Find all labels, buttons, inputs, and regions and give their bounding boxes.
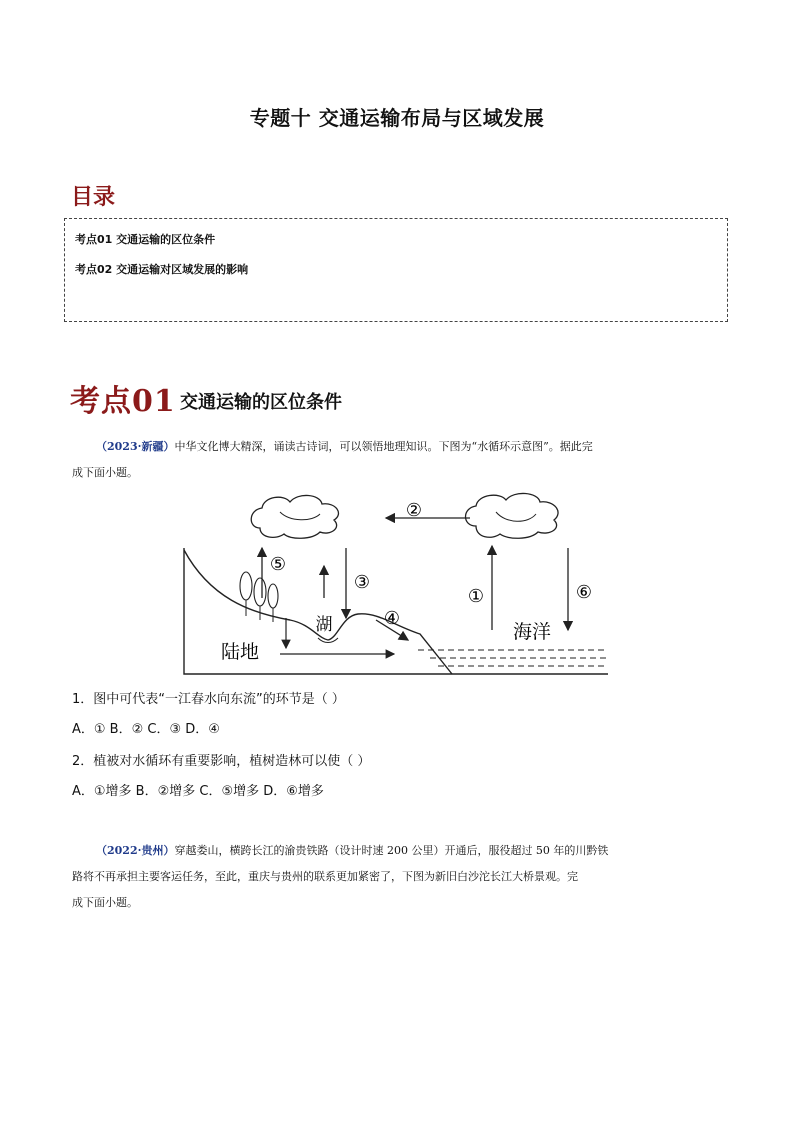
water-cycle-diagram [180,488,612,678]
label-4: ④ [383,608,401,629]
label-1: ① [467,586,485,607]
label-6: ⑥ [575,582,593,603]
question-2-options[interactable]: A．①增多 B．②增多 C．⑤增多 D．⑥增多 [72,784,324,799]
tree-1 [240,572,252,600]
toc-heading: 目录 [71,185,116,210]
label-lake: 湖 [315,615,333,635]
problem2-source: （2022·贵州） [96,844,175,857]
problem2-text-line3: 成下面小题。 [72,896,138,909]
toc-item-2[interactable]: 考点02 交通运输对区域发展的影响 [75,263,249,276]
question-2: 2．植被对水循环有重要影响，植树造林可以使（ ） [72,754,371,769]
question-1-options[interactable]: A．① B．② C．③ D．④ [72,722,220,737]
ocean-cloud [466,493,559,538]
problem2-text-line1: 穿越娄山，横跨长江的渝贵铁路（设计时速 200 公里）开通后，服役超过 50 年的川黔铁 [174,844,609,857]
tree-3 [268,584,278,608]
toc-item-1[interactable]: 考点01 交通运输的区位条件 [75,233,216,246]
problem1-source: （2023·新疆） [96,440,175,453]
toc-box [64,218,728,322]
label-ocean: 海洋 [512,621,552,643]
label-2: ② [405,500,423,521]
label-5: ⑤ [269,554,287,575]
problem2-text-line2: 路将不再承担主要客运任务，至此，重庆与贵州的联系更加紧密了，下图为新旧白沙沱长江大桥景观。完 [72,870,578,883]
section-title: 交通运输的区位条件 [180,392,342,413]
problem1-text-line2: 成下面小题。 [72,466,138,479]
section-number: 考点01 [70,384,176,419]
problem1-intro [72,434,722,486]
problem2-intro [72,838,722,916]
tree-2 [254,578,266,606]
question-1: 1．图中可代表“一江春水向东流”的环节是（ ） [72,692,345,707]
label-land: 陆地 [220,641,260,663]
label-3: ③ [353,572,371,593]
document-title: 专题十 交通运输布局与区域发展 [249,106,545,130]
land-cloud [251,495,338,538]
problem1-text-line1: 中华文化博大精深，诵读古诗词，可以领悟地理知识。下图为“水循环示意图”。据此完 [174,440,593,453]
